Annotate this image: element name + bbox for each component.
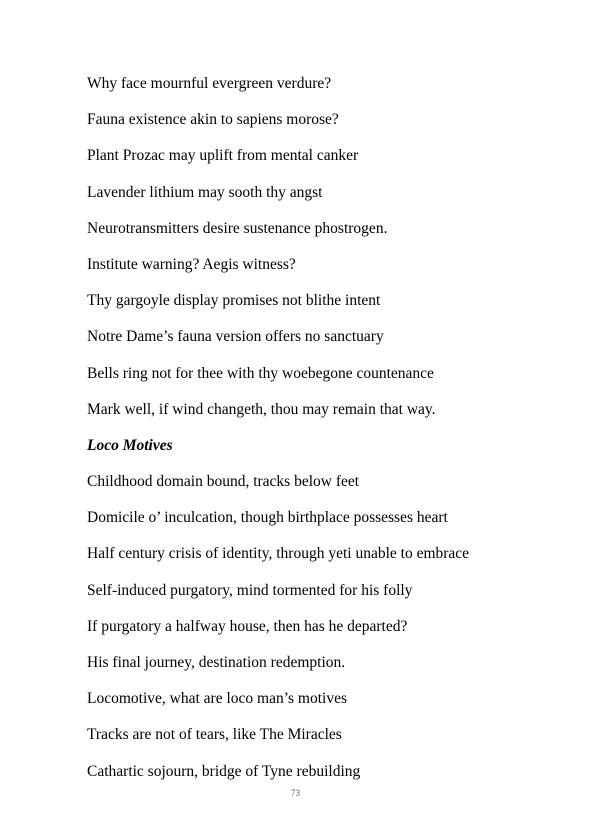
poem-line: Institute warning? Aegis witness? xyxy=(87,255,296,273)
poem-line: Bells ring not for thee with thy woebegone countenance xyxy=(87,364,434,382)
poem-line: Lavender lithium may sooth thy angst xyxy=(87,183,323,201)
poem-text-block xyxy=(87,66,557,790)
poem-line: Tracks are not of tears, like The Miracles xyxy=(87,726,342,744)
poem-line: If purgatory a halfway house, then has he departed? xyxy=(87,617,408,635)
poem-line: Self-induced purgatory, mind tormented for his folly xyxy=(87,581,413,599)
poem-line: Why face mournful evergreen verdure? xyxy=(87,75,332,92)
poem-title: Loco Motives xyxy=(87,436,173,454)
page-number: 73 xyxy=(291,788,300,798)
poem-line: Notre Dame’s fauna version offers no sanctuary xyxy=(87,328,384,346)
poem-line: Fauna existence akin to sapiens morose? xyxy=(87,111,339,129)
poem-line: Domicile o’ inculcation, though birthplace possesses heart xyxy=(87,509,448,527)
poem-line: Thy gargoyle display promises not blithe intent xyxy=(87,292,381,310)
poem-line: Half century crisis of identity, through yeti unable to embrace xyxy=(87,545,470,563)
poem-line: Cathartic sojourn, bridge of Tyne rebuilding xyxy=(87,762,361,780)
poem-line: Mark well, if wind changeth, thou may remain that way. xyxy=(87,400,436,418)
poem-line: Neurotransmitters desire sustenance phostrogen. xyxy=(87,219,388,237)
poem-line: His final journey, destination redemption. xyxy=(87,654,346,671)
poem-line: Childhood domain bound, tracks below feet xyxy=(87,473,360,491)
poem-line: Plant Prozac may uplift from mental canker xyxy=(87,147,359,165)
poem-line: Locomotive, what are loco man’s motives xyxy=(87,690,347,708)
